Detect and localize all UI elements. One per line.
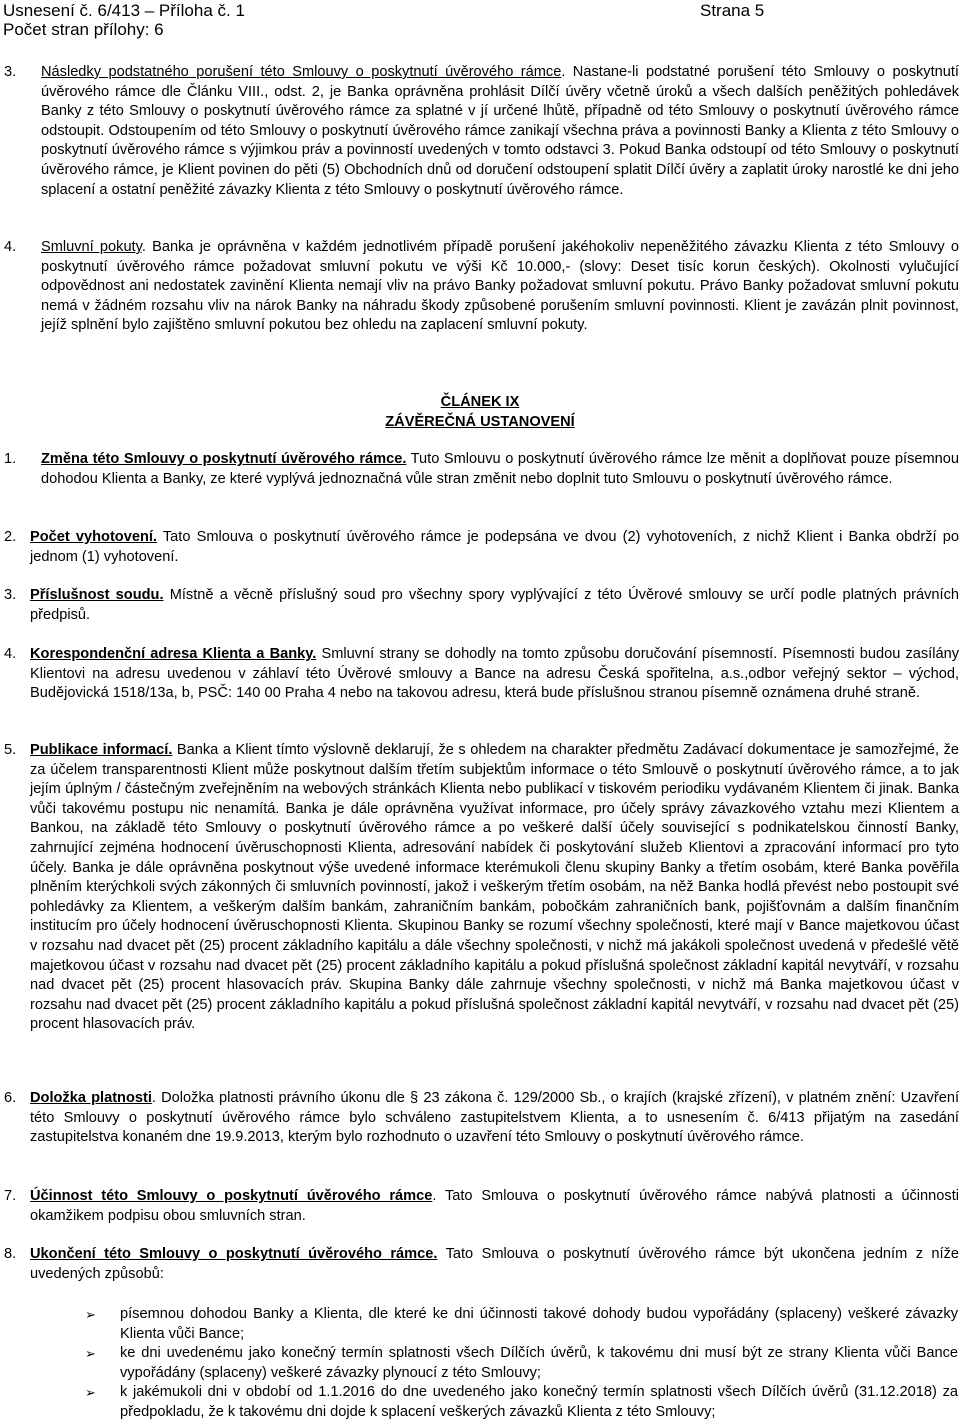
article-number: ČLÁNEK IX xyxy=(440,394,520,410)
clause-title: Ukončení této Smlouvy o poskytnutí úvěrového rámce. xyxy=(30,1246,438,1262)
section-text: . Nastane-li podstatné porušení této Smlouvy o poskytnutí úvěrového rámce dle Článku VIII., odst. 2, je Banka oprávněna prohlásit Dílčí úvěry včetně úroků a všech dalších peněžitých pohledávek Banky z této Smlouvy o poskytnutí úvěrového rámce za splatné v jí určené lhůtě, případně od této Smlouvy o poskytnutí úvěrového rámce odstoupit. Odstoupením od této Smlouvy o poskytnutí úvěrového rámce zanikají všechna práva a povinnosti Banky a Klienta z této Smlouvy o poskytnutí úvěrového rámce s výjimkou práv a povinností uvedených v tomto odstavci 3. Pokud Banka odstoupí od této Smlouvy o poskytnutí úvěrového rámce, je Klient povinen do pěti (5) Obchodních dnů od doručení odstoupení splatit Dílčí úvěry a zaplatit úroky narostlé ke dni jeho splacení a ostatní peněžité závazky Klienta z této Smlouvy o poskytnutí úvěrového rámce. xyxy=(41,64,959,198)
arrow-bullet-icon: ➢ xyxy=(85,1346,96,1362)
clause-number: 4. xyxy=(4,646,17,662)
arrow-bullet-icon: ➢ xyxy=(85,1385,96,1401)
clause-title: Doložka platnosti xyxy=(30,1090,152,1106)
section-number: 4. xyxy=(4,239,17,255)
clause-2 xyxy=(4,528,959,567)
clause-4 xyxy=(4,645,960,704)
list-item-text: k jakémukoli dni v období od 1.1.2016 do dne uvedeného jako konečný termín splatnosti všech Dílčích úvěrů (31.12.2018) za předpokladu, že k takovému dni dojde k splacení veškerých závazků Klienta z této Smlouvy; xyxy=(120,1384,958,1420)
clause-text: . Doložka platnosti právního úkonu dle § 23 zákona č. 129/2000 Sb., o krajích (krajské zřízení), v platném znění: Uzavření této Smlouvy o poskytnutí úvěrového rámce bylo schváleno zastupitelstvem Klienta, a to usnesením č. 6/413 přijatým na zasedání zastupitelstva konaném dne 19.9.2013, kterým bylo rozhodnuto o uzavření této Smlouvy o poskytnutí úvěrového rámce. xyxy=(30,1090,959,1146)
termination-methods-list xyxy=(85,1305,958,1423)
clause-number: 1. xyxy=(4,451,17,467)
section-penalties xyxy=(4,238,960,336)
article-title: ZÁVĚREČNÁ USTANOVENÍ xyxy=(385,414,575,430)
clause-number: 8. xyxy=(4,1246,17,1262)
page-number: Strana 5 xyxy=(700,1,765,20)
page-header-title: Usnesení č. 6/413 – Příloha č. 1 xyxy=(3,1,245,20)
clause-3 xyxy=(4,586,959,625)
clause-text: Tato Smlouva o poskytnutí úvěrového rámce je podepsána ve dvou (2) vyhotoveních, z nichž Klient i Banka obdrží po jednom (1) vyhotovení. xyxy=(30,529,959,565)
clause-title: Publikace informací. xyxy=(30,742,173,758)
clause-number: 6. xyxy=(4,1090,17,1106)
list-item xyxy=(85,1344,958,1383)
section-title: Následky podstatného porušení této Smlouvy o poskytnutí úvěrového rámce xyxy=(41,64,562,80)
clause-7 xyxy=(4,1187,959,1226)
clause-title: Změna této Smlouvy o poskytnutí úvěrového rámce. xyxy=(41,451,407,467)
list-item-text: písemnou dohodou Banky a Klienta, dle které ke dni účinnosti takové dohody budou vypořádány (splaceny) veškeré závazky Klienta vůči Bance; xyxy=(120,1306,958,1342)
clause-6 xyxy=(4,1089,959,1148)
list-item xyxy=(85,1305,958,1344)
section-text: . Banka je oprávněna v každém jednotlivém případě porušení jakéhokoliv nepeněžitého závazku Klienta z této Smlouvy o poskytnutí úvěrového rámce požadovat smluvní pokutu ve výši Kč 10.000,- (slovy: Deset tisíc korun českých). Okolnosti vylučující odpovědnost ani nedostatek zavinění Klienta nemají vliv na právo Banky požadovat smluvní pokutu. Právo Banky požadovat smluvní pokutu nemá v žádném rozsahu vliv na nárok Banky na náhradu škody způsobené porušením smluvní povinnosti. Klient je zavázán plnit povinnost, jejíž splnění bylo zajištěno smluvní pokutou bez ohledu na zaplacení smluvní pokuty. xyxy=(41,239,960,334)
list-item xyxy=(85,1383,958,1422)
clause-title: Účinnost této Smlouvy o poskytnutí úvěrového rámce xyxy=(30,1188,433,1204)
clause-number: 7. xyxy=(4,1188,17,1204)
clause-text: Tuto Smlouvu o poskytnutí úvěrového rámce lze měnit a doplňovat pouze písemnou dohodou Klienta a Banky, ze které vyplývá jednoznačná vůle stran změnit nebo doplnit tuto Smlouvu o poskytnutí úvěrového rámce. xyxy=(41,451,959,487)
page-header-pages-count: Počet stran přílohy: 6 xyxy=(3,20,164,39)
clause-text: Smluvní strany se dohodly na tomto způsobu doručování písemností. Písemnosti budou zasílány Klientovi na adresu uvedenou v záhlaví této Úvěrové smlouvy a Bance na adresu Česká spořitelna, a.s.,odbor veřejný sektor – východ, Budějovická 1518/13a, b, PSČ: 140 00 Praha 4 nebo na takovou adresu, která bude příslušnou stranou písemně oznámena druhé straně. xyxy=(30,646,960,702)
clause-number: 3. xyxy=(4,587,17,603)
section-number: 3. xyxy=(4,64,17,80)
clause-text: . Tato Smlouva o poskytnutí úvěrového rámce nabývá platnosti a účinnosti okamžikem podpisu obou smluvních stran. xyxy=(30,1188,959,1224)
list-item-text: ke dni uvedenému jako konečný termín splatnosti všech Dílčích úvěrů, k takovému dni musí být ze strany Klienta vůči Bance vypořádány (splaceny) veškeré závazky plynoucí z této Smlouvy; xyxy=(120,1345,958,1381)
clause-title: Příslušnost soudu. xyxy=(30,587,164,603)
clause-text: Místně a věcně příslušný soud pro všechny spory vyplývající z této Úvěrové smlouvy se určí podle platných právních předpisů. xyxy=(30,587,959,623)
clause-number: 2. xyxy=(4,529,17,545)
arrow-bullet-icon: ➢ xyxy=(85,1307,96,1322)
clause-number: 5. xyxy=(4,742,17,758)
clause-text: Tato Smlouva o poskytnutí úvěrového rámce být ukončena jedním z níže uvedených způsobů: xyxy=(30,1246,959,1282)
clause-5 xyxy=(4,741,959,1035)
clause-8 xyxy=(4,1245,959,1284)
clause-title: Počet vyhotovení. xyxy=(30,529,157,545)
clause-text: Banka a Klient tímto výslovně deklarují, že s ohledem na charakter předmětu Zadávací dokumentace je samozřejmé, že za účelem transparentnosti Klient může poskytnout dalším třetím subjektům informace o této Smlouvě o poskytnutí úvěrového rámce, a to jak jejím úplným / částečným zveřejněním na webových stránkách Klienta nebo publikací v tiskovém periodiku vydávaném Klientem či jinak. Banka vůči takovému postupu nic nenamítá. Banka je dále oprávněna využívat informace, pro účely správy závazkového vztahu mezi Klientem a Bankou, na základě této Smlouvy o poskytnutí úvěrového rámce a po veškeré další účely související s podnikatelskou činností Banky, zahrnující zejména hodnocení úvěruschopnosti Klienta, adresování nabídek či poskytování služeb Klientovi a zpracování informací pro tyto účely. Banka je dále oprávněna poskytnout výše uvedené informace kterémukoli členu skupiny Banky a třetím osobám, které Banka pověřila plněním kterýchkoli svých zákonných či smluvních povinností, jakož i veškerým třetím osobám, na něž Banka hodlá převést nebo postoupit své pohledávky za Klientem, a veškerým dalším bankám, zahraničním bankám, pobočkám zahraničních bank, pojišťovnám a dalším finančním institucím pro účely hodnocení úvěruschopnosti Klienta. Skupinou Banky se rozumí všechny společnosti, které mají v Bance majetkovou účast v rozsahu nad dvacet pět (25) procent základního kapitálu a dále všechny společnosti, v nichž má jakákoli společnost uvedená v předešlé větě majetkovou účast v rozsahu nad dvacet pět (25) procent základního kapitálu a pokud příslušná společnost základní kapitál nevytváří, v rozsahu nad dvacet pět (25) procent hlasovacích práv. Skupina Banky dále zahrnuje všechny společnosti, v nichž má Banka majetkovou účast v rozsahu nad dvacet pět (25) procent základního kapitálu a pokud příslušná společnost základní kapitál nevytváří, v rozsahu nad dvacet pět (25) procent hlasovacích práv. xyxy=(30,742,959,1033)
section-title: Smluvní pokuty xyxy=(41,239,142,255)
clause-1 xyxy=(4,450,959,489)
section-consequences xyxy=(4,63,959,200)
clause-title: Korespondenční adresa Klienta a Banky. xyxy=(30,646,317,662)
